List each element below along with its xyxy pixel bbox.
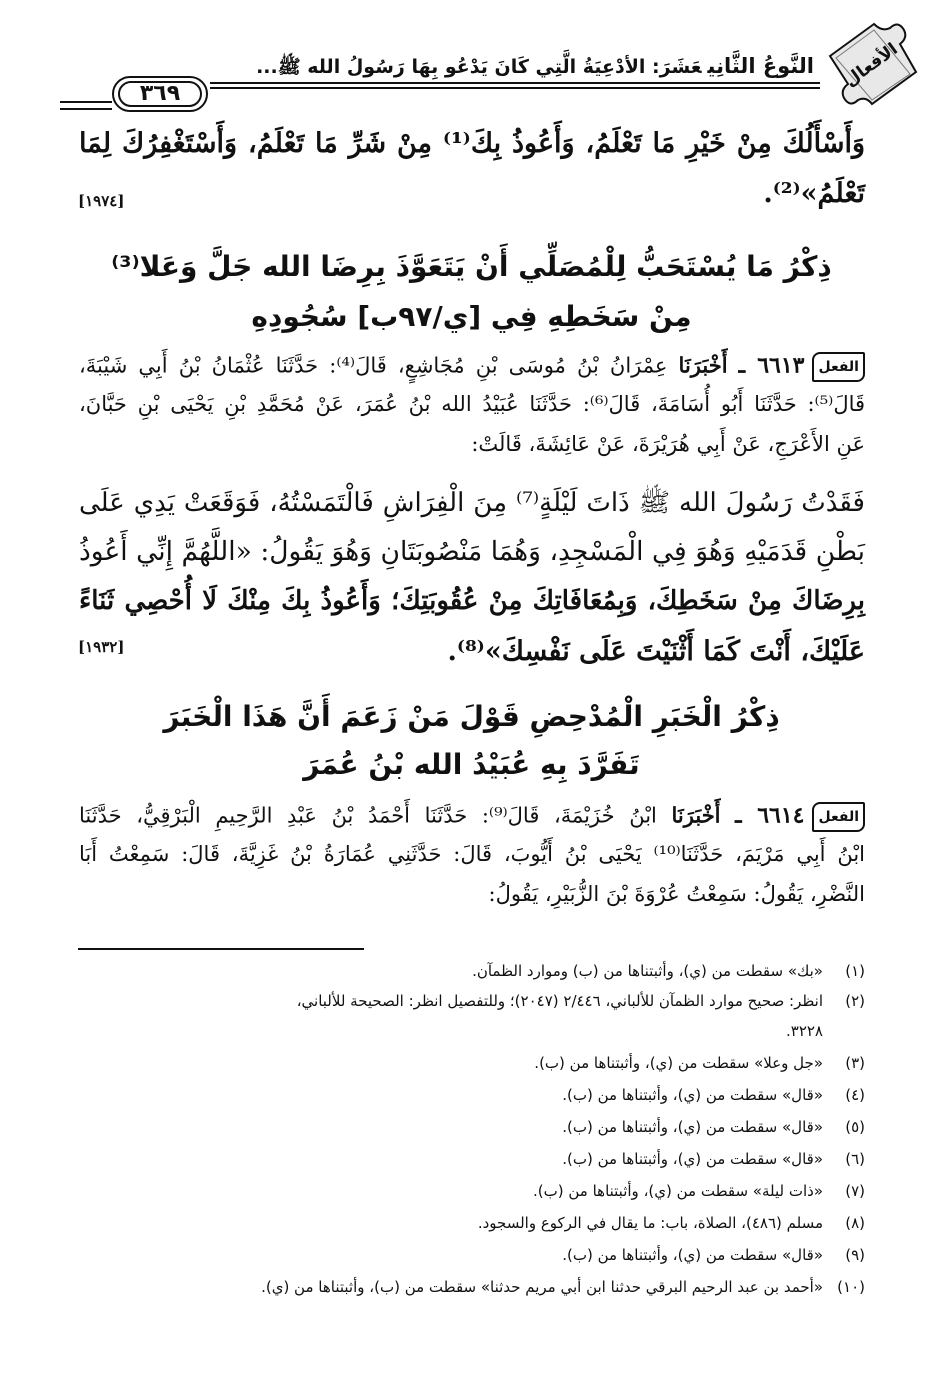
running-title [256, 54, 814, 83]
hadith-akhbarana: أَخْبَرَنَا [671, 802, 721, 828]
footnote [79, 1214, 865, 1232]
footnote-text: «قال» سقطت من (ي)، وأثبتناها من (ب). [562, 1150, 823, 1168]
footnote [79, 1086, 865, 1104]
footnote [79, 1054, 865, 1072]
hadith-number: ٦٦١٣ ـ [738, 352, 805, 379]
hadith-akhbarana: أَخْبَرَنَا [678, 352, 728, 378]
footnote-number: (٤) [845, 1086, 865, 1104]
footnote-number: (٥) [845, 1118, 865, 1136]
footnote-text: «قال» سقطت من (ي)، وأثبتناها من (ب). [562, 1086, 823, 1104]
footnote [79, 1182, 865, 1200]
text-line: تَعْلَمُ»⁽²⁾. [763, 178, 865, 209]
footnote-text: مسلم (٤٨٦)، الصلاة، باب: ما يقال في الركوع والسجود. [477, 1214, 823, 1232]
footnote-text: «ذات ليلة» سقطت من (ي)، وأثبتناها من (ب). [533, 1182, 823, 1200]
hadith-matn-line: عَلَيْكَ، أَنْتَ كَمَا أَثْنَيْتَ عَلَى نَفْسِكَ»⁽⁸⁾. [447, 636, 865, 667]
section-badge-label: الأفعال [841, 39, 902, 92]
hadith-reference: [١٩٣٢] [78, 638, 125, 656]
hadith-isnad-line: قَالَ⁽⁵⁾: حَدَّثَنَا أَبُو أُسَامَةَ، قَالَ⁽⁶⁾: حَدَّثَنَا عُبَيْدُ الله بْنُ عُمَرَ، عَنْ مُحَمَّدِ بْنِ يَحْيَى بْنِ حَبَّانَ، [79, 392, 866, 416]
hadith-marker: الفعل [812, 352, 865, 382]
footnote-text: «قال» سقطت من (ي)، وأثبتناها من (ب). [562, 1246, 823, 1264]
text-line: وَأَسْأَلُكَ مِنْ خَيْرِ مَا تَعْلَمُ، وَأَعُوذُ بِكَ⁽¹⁾ مِنْ شَرِّ مَا تَعْلَمُ، وَأَسْتَغْفِرُكَ لِمَا [79, 128, 865, 159]
footnote-number: (٣) [845, 1054, 865, 1072]
hadith-isnad-text: ابْنُ خُزَيْمَةَ، قَالَ⁽⁹⁾: حَدَّثَنَا أَحْمَدُ بْنُ عَبْدِ الرَّحِيمِ الْبَرْقِيُّ، حَدَّثَنَا [79, 803, 657, 828]
footnote-number: (٨) [845, 1214, 865, 1232]
footnote-number: (١) [845, 962, 865, 980]
hadith-matn-line: فَقَدْتُ رَسُولَ الله ﷺ ذَاتَ لَيْلَةٍ⁽⁷⁾ مِنَ الْفِرَاشِ فَالْتَمَسْتُهُ، فَوَقَعَتْ يَدِي عَلَى [79, 488, 865, 518]
hadith-isnad-line: النَّضْرِ، يَقُولُ: سَمِعْتُ عُرْوَةَ بْنَ الزُّبَيْرِ، يَقُولُ: [488, 882, 865, 906]
footnote-separator [78, 948, 364, 950]
hadith-marker: الفعل [812, 802, 865, 832]
page-number-frame [112, 76, 208, 112]
page-number: ٣٦٩ [118, 81, 202, 107]
hadith-isnad-line: عَنِ الأَعْرَجِ، عَنْ أَبِي هُرَيْرَةَ، عَنْ عَائِشَةَ، قَالَتْ: [471, 432, 865, 456]
footnote-number: (٩) [845, 1246, 865, 1264]
footnote-number: (٧) [845, 1182, 865, 1200]
footnote [79, 1150, 865, 1168]
footnote-number: (١٠) [837, 1278, 865, 1296]
hadith-isnad-line: ابْنُ أَبِي مَرْيَمَ، حَدَّثَنَا⁽¹⁰⁾ يَحْيَى بْنُ أَيُّوبَ، قَالَ: حَدَّثَنِي عُمَارَةُ بْنُ غَزِيَّةَ، قَالَ: سَمِعْتُ أَبَا [79, 842, 865, 866]
section-heading: ذِكْرُ مَا يُسْتَحَبُّ لِلْمُصَلِّي أَنْ يَتَعَوَّذَ بِرِضَا الله جَلَّ وَعَلا⁽³⁾ [111, 250, 832, 283]
header-divider [60, 108, 112, 110]
section-heading: ذِكْرُ الْخَبَرِ الْمُدْحِضِ قَوْلَ مَنْ زَعَمَ أَنَّ هَذَا الْخَبَرَ [163, 700, 780, 733]
hadith-isnad-line [79, 802, 865, 832]
footnote-continuation: ٣٢٢٨. [785, 1022, 823, 1040]
footnote-text: «قال» سقطت من (ي)، وأثبتناها من (ب). [562, 1118, 823, 1136]
footnote-text: «جل وعلا» سقطت من (ي)، وأثبتناها من (ب). [534, 1054, 823, 1072]
footnote [79, 1118, 865, 1136]
hadith-matn-line: بَطْنِ قَدَمَيْهِ وَهُوَ فِي الْمَسْجِدِ، وَهُمَا مَنْصُوبَتَانِ وَهُوَ يَقُولُ: «اللَّهُمَّ إِنِّي أَعُوذُ [79, 536, 865, 567]
footnote-number: (٦) [845, 1150, 865, 1168]
hadith-number: ٦٦١٤ ـ [735, 802, 805, 829]
footnote [79, 1278, 865, 1296]
footnote-text: «أحمد بن عبد الرحيم البرقي حدثنا ابن أبي مريم حدثنا» سقطت من (ب)، وأثبتناها من (ي). [261, 1278, 823, 1296]
header-divider [60, 101, 112, 103]
section-heading: تَفَرَّدَ بِهِ عُبَيْدُ الله بْنُ عُمَرَ [303, 748, 640, 781]
running-title-lead: النَّوعُ الثَّانِي [707, 54, 814, 78]
page-header [60, 18, 922, 118]
footnote-text: «بك» سقطت من (ي)، وأثبتناها من (ب) وموارد الظمآن. [472, 962, 823, 980]
hadith-reference: [١٩٧٤] [78, 192, 125, 210]
puzzle-piece-icon [812, 18, 922, 118]
header-rule [210, 87, 820, 89]
hadith-isnad-text: عِمْرَانُ بْنُ مُوسَى بْنِ مُجَاشِعٍ، قَالَ⁽⁴⁾: حَدَّثَنَا عُثْمَانُ بْنُ أَبِي شَيْبَةَ، [79, 353, 668, 378]
running-title-rest: عَشَرَ: الأدْعِيَةُ الَّتِي كَانَ يَدْعُو بِهَا رَسُولُ الله ﷺ... [256, 56, 702, 78]
hadith-isnad-line [79, 352, 865, 382]
footnote [79, 1246, 865, 1264]
footnote-number: (٢) [845, 992, 865, 1010]
section-badge [812, 18, 922, 118]
hadith-matn-line: بِرِضَاكَ مِنْ سَخَطِكَ، وَبِمُعَافَاتِكَ مِنْ عُقُوبَتِكَ؛ وَأَعُوذُ بِكَ مِنْكَ لَا أُحْصِي ثَنَاءً [79, 586, 865, 616]
footnote [79, 992, 865, 1010]
footnote-text: انظر: صحيح موارد الظمآن للألباني، ٢/٤٤٦ (٢٠٤٧)؛ وللتفصيل انظر: الصحيحة للألباني، [296, 992, 823, 1010]
footnote [79, 962, 865, 980]
section-heading: مِنْ سَخَطِهِ فِي [ي/٩٧ب] سُجُودِهِ [251, 300, 692, 333]
